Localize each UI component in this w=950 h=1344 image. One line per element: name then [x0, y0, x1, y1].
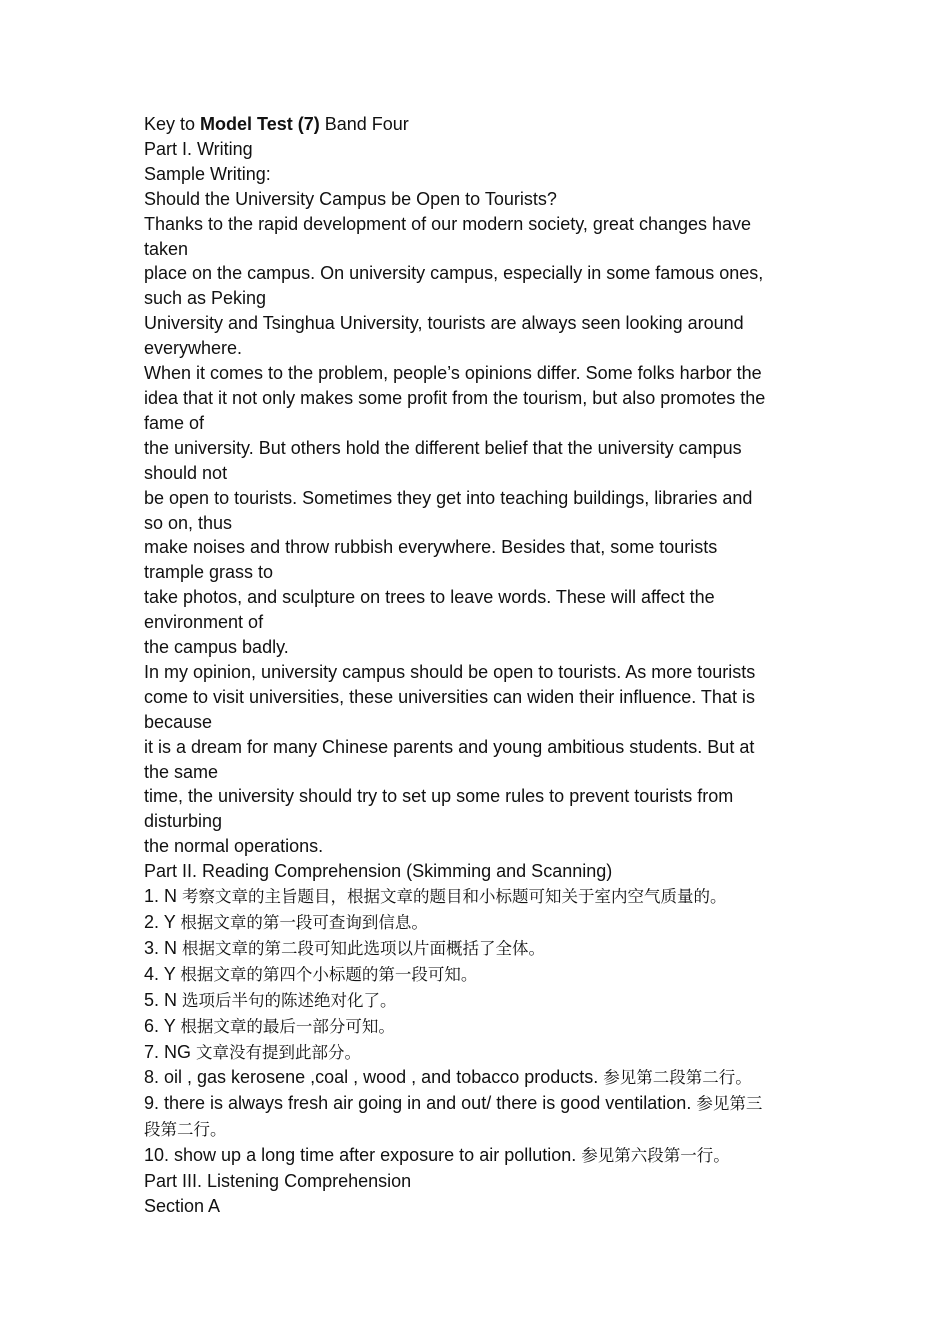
- text-line: it is a dream for many Chinese parents and young ambitious students. But at: [144, 736, 755, 757]
- essay-body: [144, 137, 814, 884]
- text-line: everywhere.: [144, 338, 243, 359]
- answer-item: [144, 1143, 814, 1169]
- title-suffix: Band Four: [319, 114, 409, 134]
- text-line: time, the university should try to set up some rules to prevent tourists from: [144, 786, 734, 807]
- title-bold: Model Test (7): [200, 114, 320, 134]
- text-line: place on the campus. On university campus, especially in some famous ones,: [144, 263, 764, 284]
- text-line: the same: [144, 761, 219, 782]
- section-subheading: Section A: [144, 1195, 221, 1216]
- text-line: come to visit universities, these universities can widen their influence. That is: [144, 686, 755, 707]
- text-line: University and Tsinghua University, tourists are always seen looking around: [144, 313, 744, 334]
- answer-label: 2. Y: [144, 912, 181, 932]
- text-line: When it comes to the problem, people’s opinions differ. Some folks harbor the: [144, 363, 762, 384]
- answer-label: 9. there is always fresh air going in and out/ there is good ventilation.: [144, 1093, 697, 1114]
- text-line: fame of: [144, 412, 205, 433]
- document-tail: [144, 1169, 814, 1219]
- document-page: [144, 112, 814, 1219]
- answer-label: 3. N: [144, 937, 183, 958]
- text-line: the campus badly.: [144, 637, 289, 658]
- answer-note: 考察文章的主旨题目，根据文章的题目和小标题可知关于室内空气质量的。: [182, 887, 727, 907]
- answer-note: 文章没有提到此部分。: [196, 1042, 362, 1062]
- answer-label: 8. oil , gas kerosene ,coal , wood , and tobacco products.: [144, 1067, 604, 1088]
- answer-item: [144, 1040, 814, 1066]
- answer-label: 10. show up a long time after exposure to air pollution.: [144, 1145, 582, 1166]
- text-line: In my opinion, university campus should be open to tourists. As more tourists: [144, 661, 756, 682]
- answer-note: 根据文章的第四个小标题的第一段可知。: [180, 964, 478, 984]
- text-line: be open to tourists. Sometimes they get into teaching buildings, libraries and: [144, 487, 753, 508]
- answer-list: [144, 884, 814, 1169]
- section-heading: Part II. Reading Comprehension (Skimming and Scanning): [144, 861, 613, 882]
- answer-label: 1. N: [144, 886, 183, 907]
- answer-note: 参见第六段第一行。: [581, 1146, 730, 1166]
- answer-item: [144, 910, 814, 936]
- answer-item: [144, 1065, 814, 1091]
- answer-item: [144, 936, 814, 962]
- answer-note: 参见第三: [696, 1094, 763, 1114]
- answer-item: [144, 1091, 814, 1117]
- answer-note: 参见第二段第二行。: [603, 1068, 752, 1088]
- title-prefix: Key to: [144, 114, 201, 134]
- section-heading: Part III. Listening Comprehension: [144, 1171, 412, 1192]
- text-line: trample grass to: [144, 562, 274, 583]
- text-line: because: [144, 711, 213, 732]
- answer-note: 根据文章的第二段可知此选项以片面概括了全体。: [182, 938, 546, 958]
- text-line: the normal operations.: [144, 836, 324, 857]
- answer-note: 根据文章的最后一部分可知。: [180, 1016, 395, 1036]
- answer-item: [144, 988, 814, 1014]
- answer-label: 7. NG: [144, 1041, 197, 1062]
- text-line: such as Peking: [144, 288, 267, 309]
- document-title: [144, 112, 814, 137]
- text-line: take photos, and sculpture on trees to leave words. These will affect the: [144, 587, 715, 608]
- text-line: environment of: [144, 612, 264, 633]
- answer-label: 6. Y: [144, 1015, 181, 1036]
- answer-label: 4. Y: [144, 963, 181, 984]
- text-line: idea that it not only makes some profit from the tourism, but also promotes the: [144, 387, 766, 408]
- text-line: disturbing: [144, 811, 223, 832]
- text-line: the university. But others hold the different belief that the university campus: [144, 437, 742, 458]
- answer-note: 段第二行。: [144, 1120, 227, 1140]
- text-line: Should the University Campus be Open to Tourists?: [144, 188, 557, 209]
- answer-note: 选项后半句的陈述绝对化了。: [182, 990, 397, 1010]
- text-line: Sample Writing:: [144, 163, 271, 184]
- answer-item: [144, 1117, 814, 1143]
- answer-item: [144, 1014, 814, 1040]
- answer-item: [144, 884, 814, 910]
- answer-item: [144, 962, 814, 988]
- text-line: so on, thus: [144, 512, 233, 533]
- answer-note: 根据文章的第一段可查询到信息。: [180, 913, 428, 932]
- text-line: taken: [144, 238, 189, 259]
- text-line: should not: [144, 462, 228, 483]
- text-line: Thanks to the rapid development of our modern society, great changes have: [144, 213, 752, 234]
- text-line: Part I. Writing: [144, 138, 253, 159]
- answer-label: 5. N: [144, 989, 183, 1010]
- text-line: make noises and throw rubbish everywhere. Besides that, some tourists: [144, 537, 718, 558]
